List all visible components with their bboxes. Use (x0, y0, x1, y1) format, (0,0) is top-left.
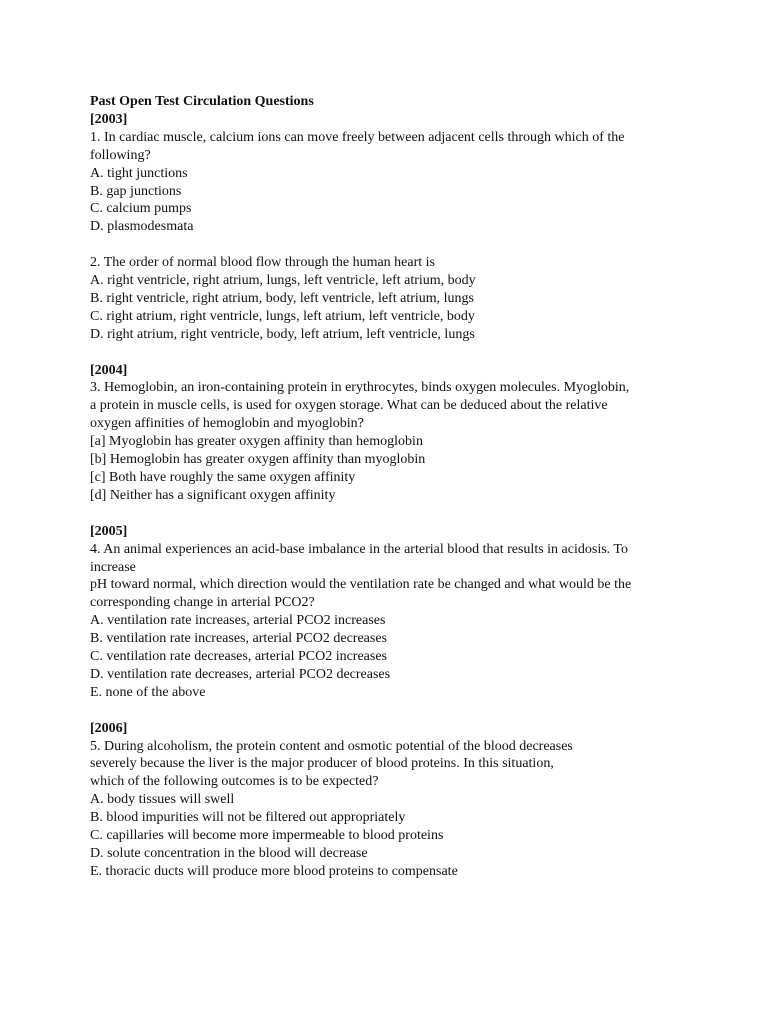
question-stem: 1. In cardiac muscle, calcium ions can move freely between adjacent cells through which of the (90, 129, 625, 145)
answer-option: C. calcium pumps (90, 201, 192, 217)
question-stem: corresponding change in arterial PCO2? (90, 595, 315, 611)
section-year: [2003] (90, 111, 128, 127)
question-stem: increase (90, 559, 136, 575)
answer-option: D. ventilation rate decreases, arterial PCO2 decreases (90, 666, 391, 682)
spacer (90, 236, 708, 254)
question-stem: 3. Hemoglobin, an iron-containing protein in erythrocytes, binds oxygen molecules. Myoglobin, (90, 380, 630, 396)
question-stem: oxygen affinities of hemoglobin and myoglobin? (90, 416, 364, 432)
answer-option: E. none of the above (90, 684, 206, 700)
answer-option: B. right ventricle, right atrium, body, left ventricle, left atrium, lungs (90, 290, 474, 306)
answer-option: D. solute concentration in the blood will decrease (90, 846, 368, 861)
answer-option: A. ventilation rate increases, arterial PCO2 increases (90, 613, 386, 629)
answer-option: B. gap junctions (90, 183, 182, 199)
question-stem: which of the following outcomes is to be expected? (90, 774, 379, 790)
answer-option: [d] Neither has a significant oxygen affinity (90, 487, 336, 503)
question-stem: 4. An animal experiences an acid-base imbalance in the arterial blood that results in acidosis. To (90, 541, 628, 557)
answer-option: D. plasmodesmata (90, 219, 194, 235)
answer-option: [a] Myoglobin has greater oxygen affinity than hemoglobin (90, 434, 423, 450)
question-stem: a protein in muscle cells, is used for oxygen storage. What can be deduced about the relative (90, 398, 608, 414)
question-stem: following? (90, 147, 151, 163)
section-year: [2006] (90, 720, 128, 736)
answer-option: A. body tissues will swell (90, 792, 235, 808)
answer-option: A. right ventricle, right atrium, lungs, left ventricle, left atrium, body (90, 273, 476, 289)
answer-option: C. right atrium, right ventricle, lungs, left atrium, left ventricle, body (90, 308, 475, 324)
document-title: Past Open Test Circulation Questions (90, 94, 314, 109)
answer-option: C. ventilation rate decreases, arterial PCO2 increases (90, 649, 387, 665)
spacer (90, 702, 708, 720)
question-stem: severely because the liver is the major producer of blood proteins. In this situation, (90, 756, 554, 772)
answer-option: [c] Both have roughly the same oxygen affinity (90, 470, 356, 485)
answer-option: B. ventilation rate increases, arterial PCO2 decreases (90, 631, 387, 647)
spacer (90, 505, 708, 523)
section-year: [2004] (90, 362, 128, 378)
question-stem: 2. The order of normal blood flow through the human heart is (90, 255, 435, 271)
spacer (90, 344, 708, 362)
answer-option: E. thoracic ducts will produce more blood proteins to compensate (90, 863, 458, 879)
answer-option: C. capillaries will become more impermeable to blood proteins (90, 828, 444, 844)
answer-option: D. right atrium, right ventricle, body, left atrium, left ventricle, lungs (90, 326, 475, 342)
answer-option: A. tight junctions (90, 165, 188, 181)
answer-option: B. blood impurities will not be filtered out appropriately (90, 810, 406, 826)
question-stem: pH toward normal, which direction would the ventilation rate be changed and what would be the (90, 577, 632, 593)
answer-option: [b] Hemoglobin has greater oxygen affinity than myoglobin (90, 452, 426, 468)
section-year: [2005] (90, 523, 128, 539)
question-stem: 5. During alcoholism, the protein content and osmotic potential of the blood decreases (90, 738, 573, 754)
